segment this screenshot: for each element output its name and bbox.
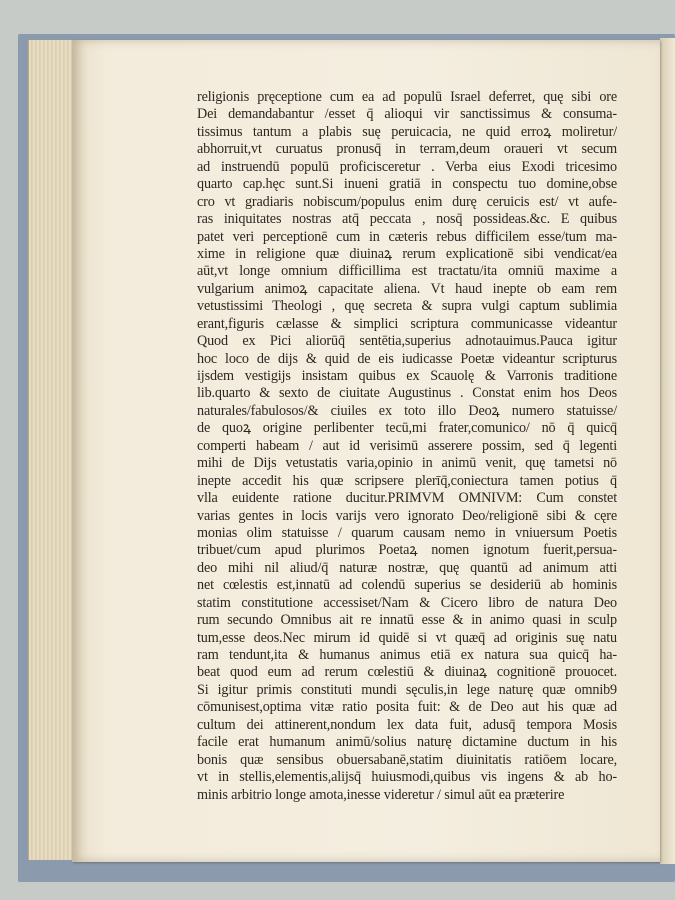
text-line: Si igitur primis constituti mundi sęculis,in lege naturę quæ omnib9: [197, 681, 617, 698]
text-line: Dei demandabantur /esset q̄ alioqui vir sanctissimus & consuma-: [197, 106, 617, 123]
text-line: facile erat humanum animū/solius naturę dictamine ductum in his: [197, 734, 617, 751]
text-line: varias gentes in locis varijs vero ignorato Deo/religionē sibi & cęre: [197, 507, 617, 524]
text-line: comperti habeam / aut id verisimū asserere possim, sed q̄ legenti: [197, 437, 617, 454]
text-line: cōmunisest,optima vitæ ratio posita fuit: & de Deo aut his quæ ad: [197, 699, 617, 716]
text-line: tissimus tantum a plabis suę peruicacia, ne quid erroꝝ moliretur/: [197, 123, 617, 140]
text-line: ijsdem vestigijs insistam quibus ex Scauolę & Varronis traditione: [197, 368, 617, 384]
text-line: vetustissimi Theologi , quę secreta & supra vulgi captum sublimia: [197, 298, 617, 315]
facing-page-edge: [660, 38, 675, 864]
book-page-edges: [28, 40, 73, 860]
text-line: beat quod eum ad rerum cœlestiū & diuinaꝝ cognitionē prouocet.: [197, 664, 617, 681]
text-line: vulgarium animoꝝ capacitate aliena. Vt haud inepte ob eam rem: [197, 280, 617, 297]
text-block: [197, 89, 617, 804]
text-line: religionis pręceptione cum ea ad populū Israel deferret, quę sibi ore: [197, 89, 617, 105]
text-line: ad instruendū populū proficisceretur . Verba eius Exodi tricesimo: [197, 158, 617, 175]
text-line: de quoꝝ origine perlibenter tecū,mi frater,comunico/ nō q̄ quicq̄: [197, 420, 617, 437]
text-line: statim constitutione accessiset/Nam & Cicero libro de natura Deo: [197, 594, 617, 611]
text-line: cro vt gradiaris nobiscum/populus enim durę ceruicis est/ vt aufe-: [197, 193, 617, 210]
text-line: ram tendunt,ita & humanus animus etiā ex natura sua quicq̄ ha-: [197, 647, 617, 663]
text-line: inepte accedit his quæ scripsere plerīq̄,coniectura tamen potius q̄: [197, 472, 617, 489]
text-line: ras iniquitates nostras atq̄ peccata , nosq̄ possideas.&c. E quibus: [197, 211, 617, 228]
text-line: minis arbitrio longe amota,inesse videretur / simul aūt ea præterire: [197, 786, 565, 803]
text-line: erant,figuris cælasse & simplici scriptura communicasse videantur: [197, 315, 617, 332]
text-line: monias olim statuisse / quarum causam nemo in vniuersum Poetis: [197, 524, 617, 541]
text-line: vt in stellis,elementis,alijsq̄ huiusmodi,quibus vis ingens & ab ho-: [197, 769, 617, 786]
text-line: patet veri perceptionē cum in cæteris rebus difficilem esse/tum ma-: [197, 228, 617, 245]
text-line: Quod ex Pici aliorūq̄ sentētia,superius adnotauimus.Pauca igitur: [197, 333, 617, 350]
text-line: quarto cap.hęc sunt.Si inueni gratiā in conspectu tuo domine,obse: [197, 176, 617, 193]
text-line: aūt,vt longe omnium difficillima est tractatu/ita omniū maxime a: [197, 263, 617, 280]
text-line: naturales/fabulosos/& ciuiles ex toto illo Deoꝝ numero statuisse/: [197, 402, 617, 419]
text-line: xime in religione quæ diuinaꝝ rerum explicationē sibi vendicat/ea: [197, 245, 617, 262]
text-line: rum secundo Omnibus ait re innatū esse & in animo quasi in sculp: [197, 612, 617, 629]
text-line: vlla euidente ratione ducitur.PRIMVM OMNIVM: Cum constet: [197, 490, 617, 507]
text-line: tum,esse deos.Nec mirum id quidē si vt quæq̄ ad originis suę natu: [197, 629, 617, 646]
text-line: tribuet/cum apud plurimos Poetaꝝ nomen ignotum fuerit,persua-: [197, 542, 617, 559]
text-line: bonis quæ sensibus obuersabanē,statim diuinitatis ratiōem locare,: [197, 751, 617, 768]
text-line: abhorruit,vt curuatus pronusq̄ in terram,deum oraueri vt secum: [197, 141, 617, 158]
text-line: net cœlestis est,innatū ad colendū superius se desideriū ab hominis: [197, 577, 617, 594]
text-line: deo mihi nil aliud/q̄ naturæ nostræ, quę quantū ad animum atti: [197, 559, 617, 576]
text-line: hoc loco de dijs & quid de eis iudicasse Poetæ videantur scripturus: [197, 350, 617, 367]
text-line: lib.quarto & sexto de ciuitate Augustinus . Constat enim hos Deos: [197, 385, 617, 402]
text-line: cultum dei attinerent,nondum lex data fuit, adusq̄ tempora Mosis: [197, 716, 617, 733]
text-line: mihi de Dijs vetustatis varia,opinio in animū venit, quę tametsi nō: [197, 455, 617, 472]
